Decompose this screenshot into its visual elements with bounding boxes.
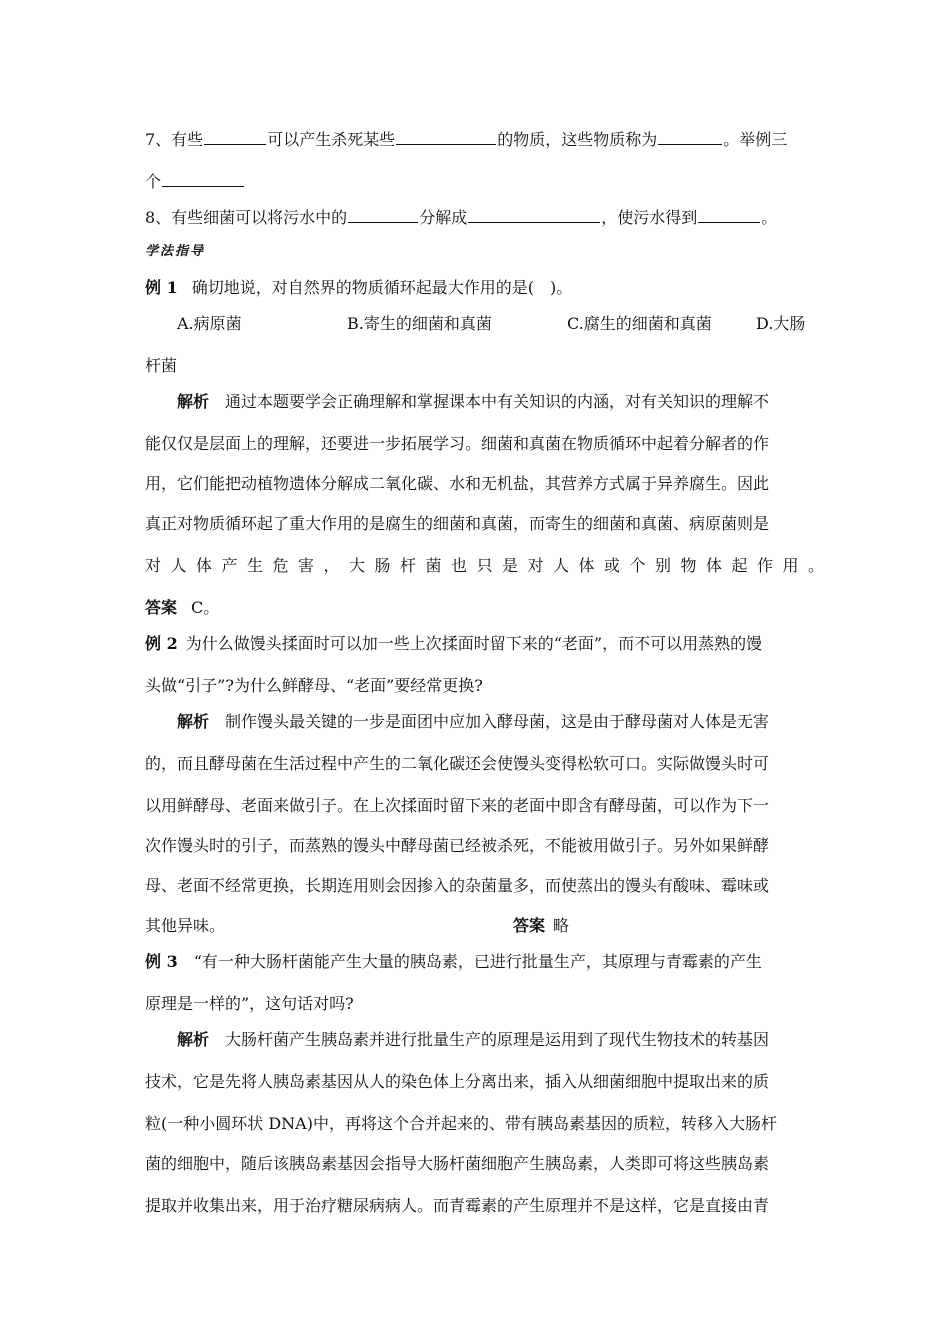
- example-1-question-text: 确切地说，对自然界的物质循环起最大作用的是( )。: [191, 278, 573, 297]
- example-1-analysis-line-5: 对人体产生危害，大肠杆菌也只是对人体或个别物体起作用。: [145, 556, 834, 575]
- example-2-answer: [513, 916, 569, 936]
- q8-text-2: 分解成: [419, 208, 468, 227]
- example-2-analysis-line-3: 以用鲜酵母、老面来做引子。在上次揉面时留下来的老面中即含有酵母菌，可以作为下一: [145, 796, 770, 815]
- example-2-analysis-label: 解析: [177, 712, 210, 731]
- example-1-option-d: D.大肠: [756, 314, 806, 333]
- example-3-analysis-line-3: 粒(一种小圆环状 DNA)中，再将这个合并起来的、带有胰岛素基因的质粒，转移入大肠杆: [145, 1114, 777, 1133]
- example-1-option-wrap: 杆菌: [145, 356, 178, 375]
- example-3-question-text: “有一种大肠杆菌能产生大量的胰岛素，已进行批量生产，其原理与青霉素的产生: [193, 952, 762, 971]
- q8-blank-1[interactable]: [348, 206, 418, 223]
- example-2-analysis-end: 其他异味。: [145, 916, 226, 935]
- example-1-analysis-text: 通过本题要学会正确理解和掌握课本中有关知识的内涵，对有关知识的理解不: [225, 392, 770, 411]
- example-3-question-line-1: [145, 952, 805, 972]
- example-1-option-c: C.腐生的细菌和真菌: [567, 314, 712, 333]
- example-3-analysis-line-5: 提取并收集出来，用于治疗糖尿病病人。而青霉素的产生原理并不是这样，它是直接由青: [145, 1196, 770, 1215]
- q7-blank-2[interactable]: [396, 128, 496, 145]
- q8-text-3: ，使污水得到: [601, 208, 698, 227]
- q7-blank-3[interactable]: [658, 128, 722, 145]
- example-1-analysis-line-3: 用，它们能把动植物遗体分解成二氧化碳、水和无机盐，其营养方式属于异养腐生。因此: [145, 474, 770, 493]
- q7-text-4: 。举例三: [723, 130, 788, 149]
- q7-blank-4[interactable]: [162, 170, 244, 187]
- example-1-answer-label: 答案: [145, 598, 178, 617]
- question-8-line: [145, 206, 805, 228]
- example-3-analysis-line-1: [177, 1030, 805, 1050]
- q7-text-3: 的物质，这些物质称为: [497, 130, 658, 149]
- q7-text-5: 个: [145, 172, 162, 191]
- q7-blank-1[interactable]: [204, 128, 266, 145]
- example-3-question-line-2: 原理是一样的”，这句话对吗?: [145, 994, 354, 1013]
- q7-text-2: 可以产生杀死某些: [267, 130, 396, 149]
- q8-blank-3[interactable]: [698, 206, 760, 223]
- q8-text-1: 8、有些细菌可以将污水中的: [145, 208, 348, 227]
- example-2-answer-value: 略: [553, 916, 570, 935]
- example-2-analysis-line-6: [145, 916, 805, 936]
- example-1-option-a: A.病原菌: [177, 314, 242, 333]
- example-3-analysis-text: 大肠杆菌产生胰岛素并进行批量生产的原理是运用到了现代生物技术的转基因: [225, 1030, 770, 1049]
- example-1-label: 例 1: [145, 278, 178, 297]
- example-2-label: 例 2: [145, 634, 178, 653]
- section-title: 学法指导: [145, 244, 206, 259]
- example-3-analysis-line-2: 技术，它是先将人胰岛素基因从人的染色体上分离出来，插入从细菌细胞中提取出来的质: [145, 1072, 770, 1091]
- example-2-analysis-line-4: 次作馒头时的引子，而蒸熟的馒头中酵母菌已经被杀死，不能被用做引子。另外如果鲜酵: [145, 836, 770, 855]
- example-2-question-line-1: [145, 634, 805, 654]
- example-1-analysis-label: 解析: [177, 392, 210, 411]
- question-7-line-2: [145, 170, 805, 192]
- example-1-analysis-line-1: [177, 392, 805, 412]
- example-3-analysis-label: 解析: [177, 1030, 210, 1049]
- q7-text-1: 7、有些: [145, 130, 204, 149]
- example-1-analysis-line-4: 真正对物质循环起了重大作用的是腐生的细菌和真菌，而寄生的细菌和真菌、病原菌则是: [145, 514, 770, 533]
- example-2-question-line-2: 头做“引子”?为什么鲜酵母、“老面”要经常更换?: [145, 676, 483, 695]
- example-3-analysis-line-4: 菌的细胞中，随后该胰岛素基因会指导大肠杆菌细胞产生胰岛素，人类即可将这些胰岛素: [145, 1154, 770, 1173]
- example-1-option-b: B.寄生的细菌和真菌: [347, 314, 492, 333]
- q8-text-4: 。: [761, 208, 778, 227]
- example-2-question-text: 为什么做馒头揉面时可以加一些上次揉面时留下来的“老面”，而不可以用蒸熟的馒: [185, 634, 763, 653]
- example-1-answer-value: C。: [191, 598, 220, 617]
- example-3-label: 例 3: [145, 952, 178, 971]
- example-2-analysis-line-2: 的，而且酵母菌在生活过程中产生的二氧化碳还会使馒头变得松软可口。实际做馒头时可: [145, 754, 770, 773]
- example-1-analysis-line-2: 能仅仅是层面上的理解，还要进一步拓展学习。细菌和真菌在物质循环中起着分解者的作: [145, 434, 770, 453]
- question-7-line-1: [145, 128, 805, 150]
- example-2-analysis-line-1: [177, 712, 805, 732]
- example-1-question: [145, 278, 805, 298]
- example-1-answer: [145, 598, 805, 618]
- example-2-analysis-line-5: 母、老面不经常更换，长期连用则会因掺入的杂菌量多，而使蒸出的馒头有酸味、霉味或: [145, 876, 770, 895]
- q8-blank-2[interactable]: [468, 206, 600, 223]
- example-2-analysis-text: 制作馒头最关键的一步是面团中应加入酵母菌，这是由于酵母菌对人体是无害: [225, 712, 770, 731]
- example-2-answer-label: 答案: [513, 916, 546, 935]
